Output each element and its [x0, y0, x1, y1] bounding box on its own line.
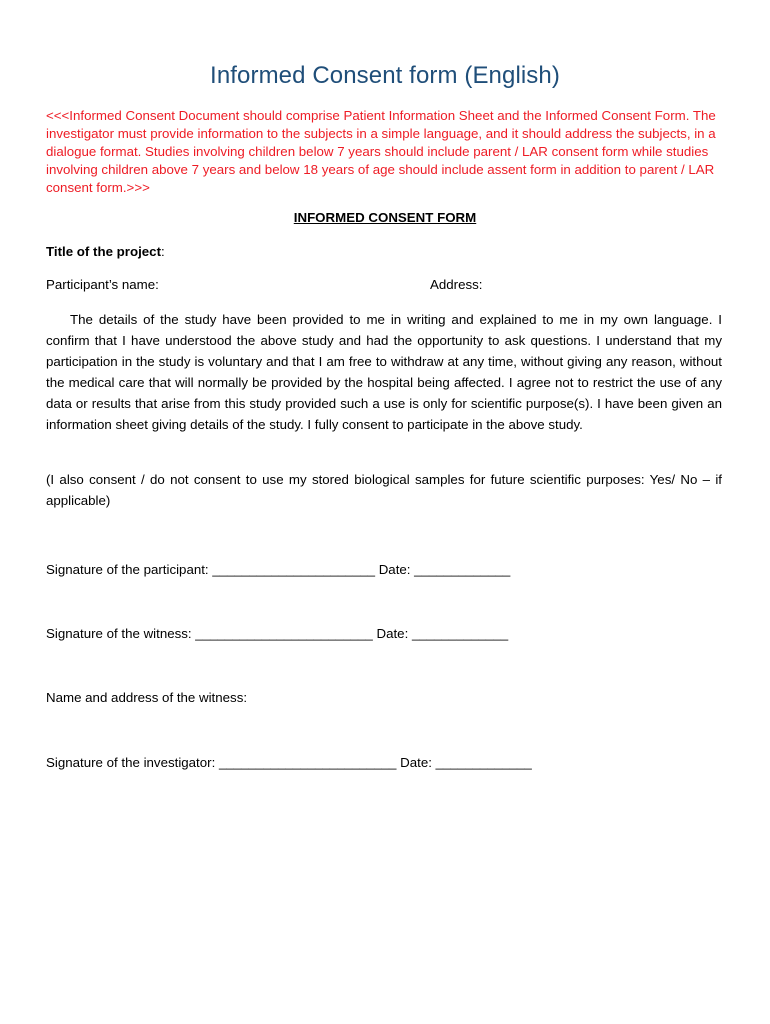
witness-name-address-label: Name and address of the witness:	[46, 690, 248, 705]
project-title-colon: :	[161, 244, 165, 259]
witness-signature-line: Signature of the witness: ________________________ Date: _____________	[46, 626, 509, 641]
form-heading: INFORMED CONSENT FORM	[293, 210, 477, 225]
document-title: Informed Consent form (English)	[210, 62, 560, 89]
participant-signature-line: Signature of the participant: ______________________ Date: _____________	[46, 562, 511, 577]
address-label: Address:	[430, 277, 483, 292]
consent-paragraph: The details of the study have been provided to me in writing and explained to me in my own language. I confirm that I have understood the above study and had the opportunity to ask questions. I understand that my participation in the study is voluntary and that I am free to withdraw at any time, without giving any reason, without the medical care that will normally be provided by the hospital being affected. I agree not to restrict the use of any data or results that arise from this study provided such a use is only for scientific purpose(s). I have been given an information sheet giving details of the study. I fully consent to participate in the above study.	[46, 312, 722, 432]
investigator-signature-line: Signature of the investigator: ________________________ Date: _____________	[46, 755, 532, 770]
biosample-consent-paragraph: (I also consent / do not consent to use my stored biological samples for future scientific purposes: Yes/ No – if applicable)	[46, 472, 722, 508]
project-title-field	[46, 244, 165, 259]
instruction-note: <<<Informed Consent Document should comprise Patient Information Sheet and the Informed Consent Form. The investigator must provide information to the subjects in a simple language, and it should address the subjects, in a dialogue format. Studies involving children below 7 years should include parent / LAR consent form while studies involving children above 7 years and below 18 years of age should include assent form in addition to parent / LAR consent form.>>>	[46, 108, 716, 195]
participant-name-label: Participant’s name:	[46, 277, 159, 292]
project-title-label: Title of the project	[46, 244, 162, 259]
